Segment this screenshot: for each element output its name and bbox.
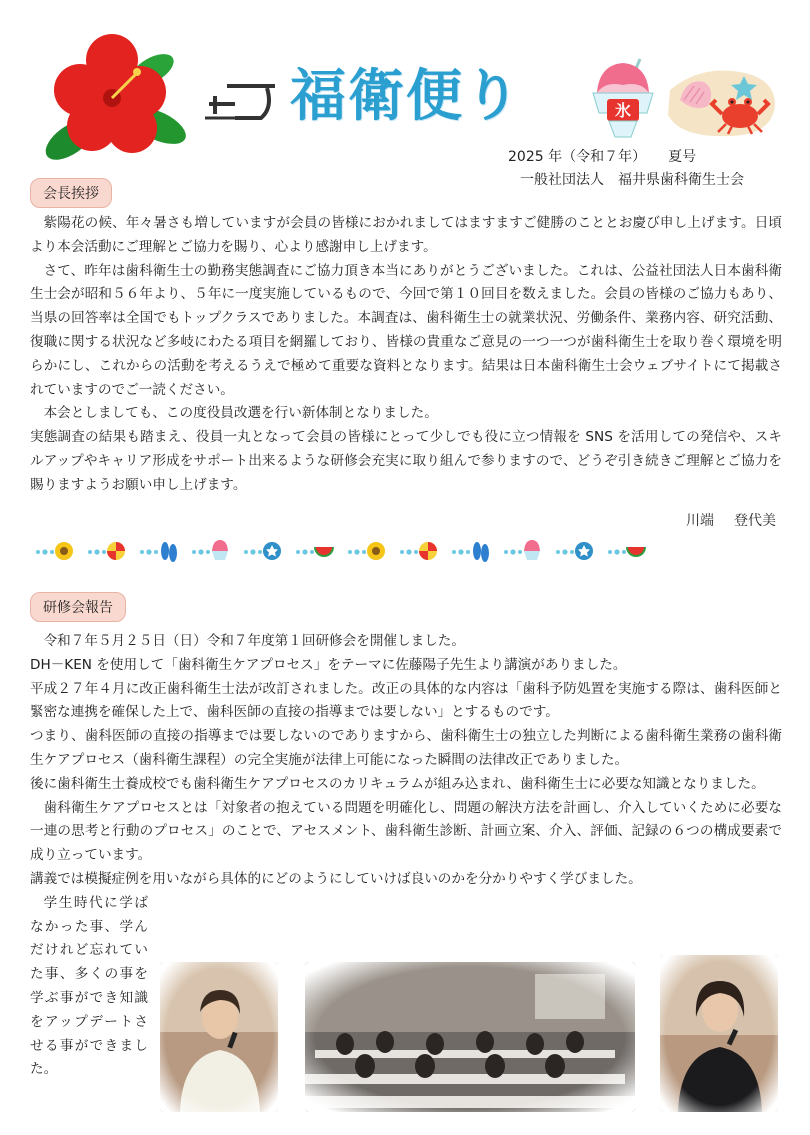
speaker-photo-left [160,962,278,1112]
report-paragraph: つまり、歯科医師の直接の指導までは要しないのでありますから、歯科衛生士の独立した判断による歯科衛生業務の歯科衛生ケアプロセス（歯科衛生課程）の完全実施が法律上可能になった瞬間の法律改正でありました。 [30,728,782,768]
greeting-section-label: 会長挨拶 [30,178,112,208]
summer-divider-border [34,536,784,566]
beach-crab-illustration [660,60,780,140]
kakigori-label: 氷 [614,101,632,120]
report-section-label: 研修会報告 [30,592,126,622]
ice-icon [524,540,540,560]
ice-icon [212,540,228,560]
page-title: 福衛便り [290,64,522,129]
report-paragraph: 後に歯科衛生士養成校でも歯科衛生ケアプロセスのカリキュラムが組み込まれ、歯科衛生士に必要な知識となりました。 [30,775,765,792]
star-icon [263,542,281,560]
ball-icon [419,542,437,560]
issue-date: 2025 年（令和７年） [508,149,647,165]
hibiscus-illustration [40,30,190,170]
melon-icon [626,547,646,557]
melon-icon [314,547,334,557]
sun-icon [55,542,73,560]
star-icon [575,542,593,560]
report-paragraph: 令和７年５月２５日（日）令和７年度第１回研修会を開催しました。 [43,633,465,649]
greeting-paragraph: 本会としましても、この度役員改選を行い新体制となりました。 [43,405,438,422]
report-paragraph: DH－KEN を使用して「歯科衛生ケアプロセス」をテーマに佐藤陽子先生より講演がありました。 [30,656,627,673]
greeting-paragraph: さて、昨年は歯科衛生士の勤務実態調査にご協力頂き本当にありがとうございました。これは、公益社団法人日本歯科衛生士会が昭和５６年より、５年に一度実施しているもので、今回で第１０回目を数えました。会員の皆様のご協力もあり、当県の回答率は全国でもトップクラスでありました。本調査は、歯科衛生士の就業状況、労働条件、業務内容、研究活動、復職に関する状況など多岐にわたる項目を網羅しており、皆様の貴重なご意見の一つ一つが歯科衛生士を取り巻く環境を明らかにし、これからの活動を考えるうえで極めて重要な資料となります。結果は日本歯科衛生士会ウェブサイトにて掲載されていますのでご一読ください。 [30,262,782,398]
greeting-paragraph: 紫陽花の候、年々暑さも増していますが会員の皆様におかれましてはますますご健勝のこととお慶び申し上げます。日頃より本会活動にご理解とご協力を賜り、心より感謝申し上げます。 [30,215,782,255]
report-paragraph: 講義では模擬症例を用いながら具体的にどのようにしていけば良いのかを分かりやすく学びました。 [30,870,642,887]
issue-line [508,146,696,166]
report-paragraph: 平成２７年４月に改正歯科衛生士法が改訂されました。改正の具体的な内容は「歯科予防処置を実施する際は、歯科医師と緊密な連携を確保した上で、歯科医師の直接の指導までは要しない」とするものです。 [30,680,782,721]
shaved-ice-illustration [585,55,660,145]
signature-family-name: 川端 [686,513,714,529]
report-paragraph: 学生時代に学ばなかった事、学んだけれど忘れていた事、多くの事を学ぶ事ができ知識をアップデートさせる事ができました。 [30,894,148,1078]
signature [686,510,776,530]
report-paragraph: 歯科衛生ケアプロセスとは「対象者の抱えている問題を明確化し、問題の解決方法を計画し、介入していくために必要な一連の思考と行動のプロセス」のことで、アセスメント、歯科衛生診断、計画立案、介入、評価、記録の６つの構成要素で成り立っています。 [30,799,782,864]
sandal-icon [161,542,177,562]
speaker-photo-right [660,955,778,1112]
lecture-room-photo [305,962,635,1112]
logo-mark-icon [205,78,280,123]
issue-season: 夏号 [668,149,697,165]
signature-given-name: 登代美 [734,513,776,529]
greeting-paragraph: 実態調査の結果も踏まえ、役員一丸となって会員の皆様にとって少しでも役に立つ情報を SNS を活用しての発信や、スキルアップやキャリア形成をサポート出来るような研修会充実に取り組んで参りますので、どうぞ引き続きご理解とご協力を賜りますようお願い申し上げます。 [30,429,782,493]
organization-name: 一般社団法人 福井県歯科衛生士会 [520,172,744,188]
ball-icon [107,542,125,560]
greeting-body [30,212,782,498]
sun-icon [367,542,385,560]
sandal-icon [473,542,489,562]
